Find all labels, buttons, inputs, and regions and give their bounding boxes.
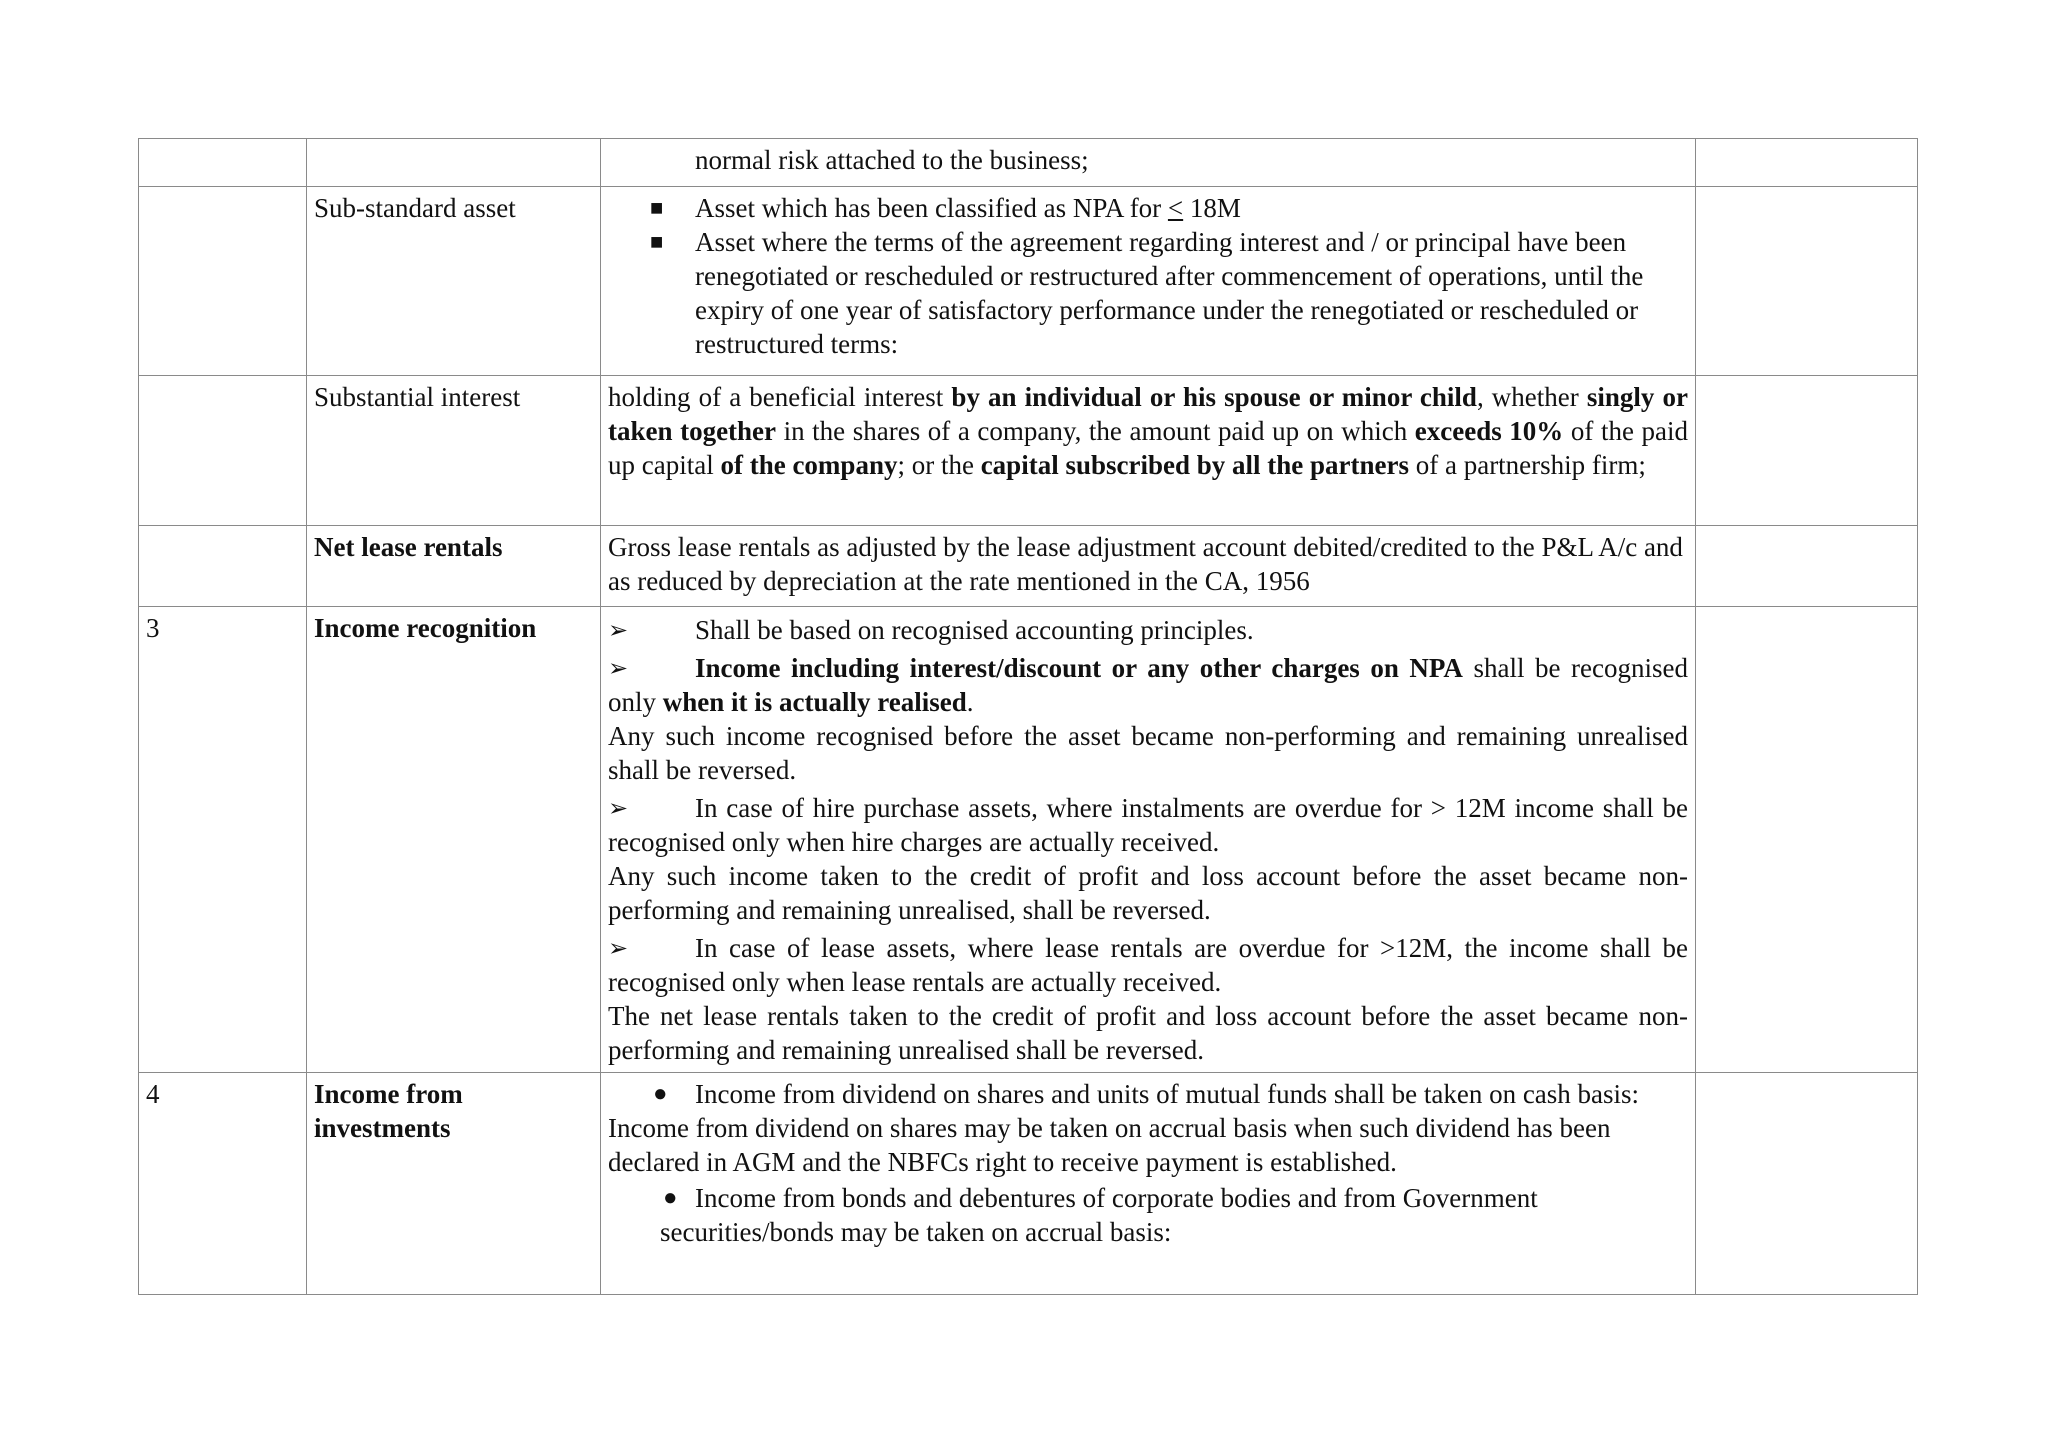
cell-number: [139, 139, 307, 187]
cell-content: [601, 187, 1696, 376]
cell-content: [601, 139, 1696, 187]
term-label: Substantial interest: [314, 382, 521, 412]
term-label: Net lease rentals: [314, 532, 503, 562]
cell-remarks: [1696, 526, 1918, 607]
cell-remarks: [1696, 607, 1918, 1073]
cell-content: [601, 1073, 1696, 1295]
cell-content: [601, 526, 1696, 607]
cell-remarks: [1696, 1073, 1918, 1295]
definition-text: holding of a beneficial interest by an individual or his spouse or minor child, whether singly or taken together in the shares of a company, the amount paid up on which exceeds 10% of the paid up capital of the company; or the capital subscribed by all the partners of a partnership firm;: [608, 382, 1688, 480]
cell-term: [307, 1073, 601, 1295]
definition-text: Gross lease rentals as adjusted by the lease adjustment account debited/credited to the P&L A/c and as reduced by depreciation at the rate mentioned in the CA, 1956: [608, 532, 1683, 596]
cell-term: [307, 139, 601, 187]
cell-number: [139, 187, 307, 376]
cell-remarks: [1696, 139, 1918, 187]
continuation-text: normal risk attached to the business;: [695, 145, 1089, 175]
table-row: [139, 187, 1918, 376]
cell-number: 3: [139, 607, 307, 1073]
arrow-item: ➢ In case of hire purchase assets, where instalments are overdue for > 12M income shall be recognised only when hire charges are actually received.: [608, 791, 1688, 859]
arrow-item: ➢ In case of lease assets, where lease rentals are overdue for >12M, the income shall be recognised only when lease rentals are actually received.: [608, 931, 1688, 999]
cell-term: [307, 187, 601, 376]
table-row: [139, 376, 1918, 526]
paragraph: Income from dividend on shares may be taken on accrual basis when such dividend has been declared in AGM and the NBFCs right to receive payment is established.: [608, 1113, 1611, 1177]
cell-number: [139, 376, 307, 526]
cell-number: [139, 526, 307, 607]
term-label: Income recognition: [314, 613, 537, 643]
arrow-item: ➢ Income including interest/discount or any other charges on NPA shall be recognised only when it is actually realised.: [608, 651, 1688, 719]
paragraph: Any such income taken to the credit of profit and loss account before the asset became non-performing and remaining unrealised, shall be reversed.: [608, 861, 1688, 925]
bullet-item: ● Income from bonds and debentures of corporate bodies and from Government securities/bonds may be taken on accrual basis:: [660, 1183, 1538, 1247]
table-row: [139, 1073, 1918, 1295]
paragraph: The net lease rentals taken to the credit of profit and loss account before the asset became non-performing and remaining unrealised shall be reversed.: [608, 1001, 1688, 1065]
table-row: [139, 526, 1918, 607]
bullet-item: ● Income from dividend on shares and units of mutual funds shall be taken on cash basis:: [608, 1077, 1688, 1111]
cell-content: [601, 376, 1696, 526]
cell-term: [307, 526, 601, 607]
guidelines-table: [138, 138, 1918, 1295]
arrow-item: ➢ Shall be based on recognised accounting principles.: [608, 613, 1688, 647]
term-label: Income from investments: [314, 1079, 463, 1143]
bullet-item: ■ Asset which has been classified as NPA for < 18M: [608, 191, 1688, 225]
cell-term: [307, 376, 601, 526]
cell-remarks: [1696, 376, 1918, 526]
table-row: [139, 607, 1918, 1073]
bullet-item: ■ Asset where the terms of the agreement regarding interest and / or principal have been renegotiated or rescheduled or restructured after commencement of operations, until the expiry of one year of satisfactory performance under the renegotiated or rescheduled or restructured terms:: [608, 225, 1688, 361]
table-row: [139, 139, 1918, 187]
cell-content: [601, 607, 1696, 1073]
term-label: Sub-standard asset: [314, 193, 516, 223]
cell-term: [307, 607, 601, 1073]
paragraph: Any such income recognised before the asset became non-performing and remaining unrealised shall be reversed.: [608, 721, 1688, 785]
cell-remarks: [1696, 187, 1918, 376]
cell-number: 4: [139, 1073, 307, 1295]
